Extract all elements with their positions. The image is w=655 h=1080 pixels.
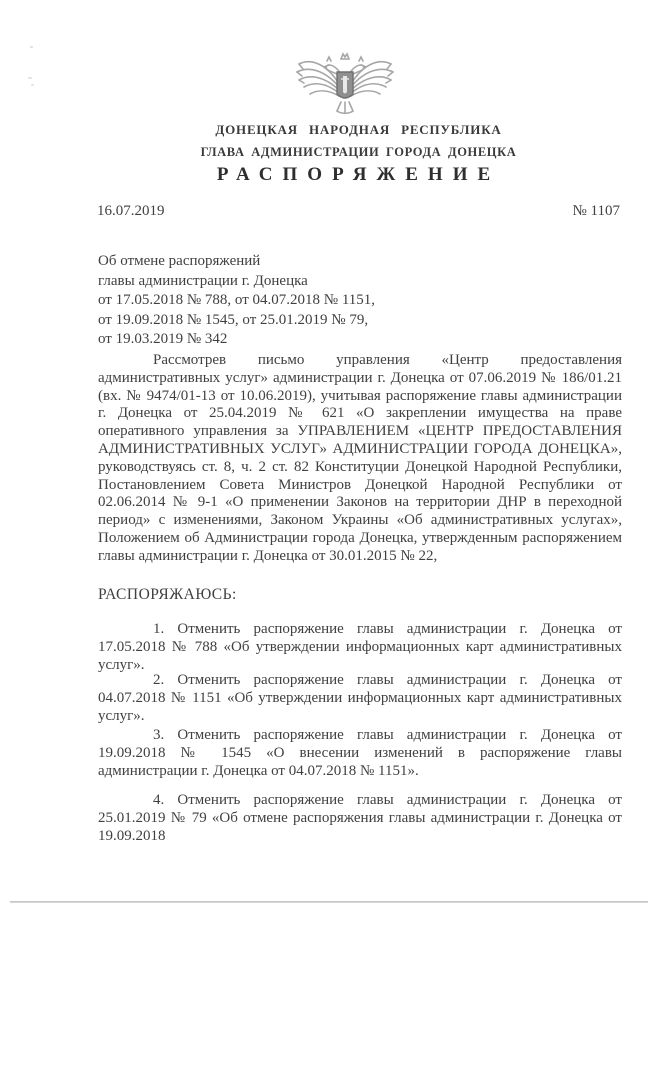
document-subject — [98, 252, 375, 350]
document-date: 16.07.2019 — [97, 203, 165, 219]
order-item-1: 1. Отменить распоряжение главы администрации г. Донецка от 17.05.2018 № 788 «Об утверждении информационных карт административных услуг». — [98, 621, 622, 674]
document-meta-row — [97, 203, 620, 220]
subject-line: от 19.09.2018 № 1545, от 25.01.2019 № 79, — [98, 311, 369, 328]
order-item-2: 2. Отменить распоряжение главы администрации г. Донецка от 04.07.2018 № 1151 «Об утверждении информационных карт административных услуг». — [98, 672, 622, 725]
scan-speck — [28, 77, 32, 79]
page-edge-scan-line — [10, 901, 648, 903]
scan-speck — [30, 46, 33, 48]
authority-name: ГЛАВА АДМИНИСТРАЦИИ ГОРОДА ДОНЕЦКА — [200, 145, 517, 159]
order-item-3: 3. Отменить распоряжение главы администрации г. Донецка от 19.09.2018 № 1545 «О внесении изменений в распоряжение главы администрации г. Донецка от 04.07.2018 № 1151». — [98, 727, 622, 780]
document-number: № 1107 — [572, 203, 620, 219]
subject-line: Об отмене распоряжений — [98, 253, 261, 269]
dnr-coat-of-arms-emblem-icon — [291, 52, 399, 118]
preamble-paragraph: Рассмотрев письмо управления «Центр предоставления административных услуг» администрации г. Донецка от 07.06.2019 № 186/01.21 (вх. № 9474/01-13 от 10.06.2019), учитывая распоряжение главы администрации г. Донецка от 25.04.2019 № 621 «О закреплении имущества на праве оперативного управления за УПРАВЛЕНИЕМ «ЦЕНТР ПРЕДОСТАВЛЕНИЯ АДМИНИСТРАТИВНЫХ УСЛУГ» АДМИНИСТРАЦИИ ГОРОДА ДОНЕЦКА», руководствуясь ст. 8, ч. 2 ст. 82 Конституции Донецкой Народной Республики, Постановлением Совета Министров Донецкой Народной Республики от 02.06.2014 № 9-1 «О применении Законов на территории ДНР в переходной период» с изменениями, Законом Украины «Об административных услугах», Положением об Администрации города Донецка, утвержденным распоряжением главы администрации г. Донецка от 30.01.2015 № 22, — [98, 352, 622, 564]
subject-line: главы администрации г. Донецка — [98, 272, 308, 289]
scan-speck — [31, 84, 34, 86]
republic-name: ДОНЕЦКАЯ НАРОДНАЯ РЕСПУБЛИКА — [215, 122, 502, 137]
subject-line: от 19.03.2019 № 342 — [98, 331, 228, 347]
subject-line: от 17.05.2018 № 788, от 04.07.2018 № 1151, — [98, 292, 376, 308]
order-item-4: 4. Отменить распоряжение главы администрации г. Донецка от 25.01.2019 № 79 «Об отмене распоряжения главы администрации г. Донецка от 19.09.2018 — [98, 792, 622, 845]
document-type-title: РАСПОРЯЖЕНИЕ — [216, 164, 501, 185]
resolution-keyword: РАСПОРЯЖАЮСЬ: — [98, 586, 237, 603]
